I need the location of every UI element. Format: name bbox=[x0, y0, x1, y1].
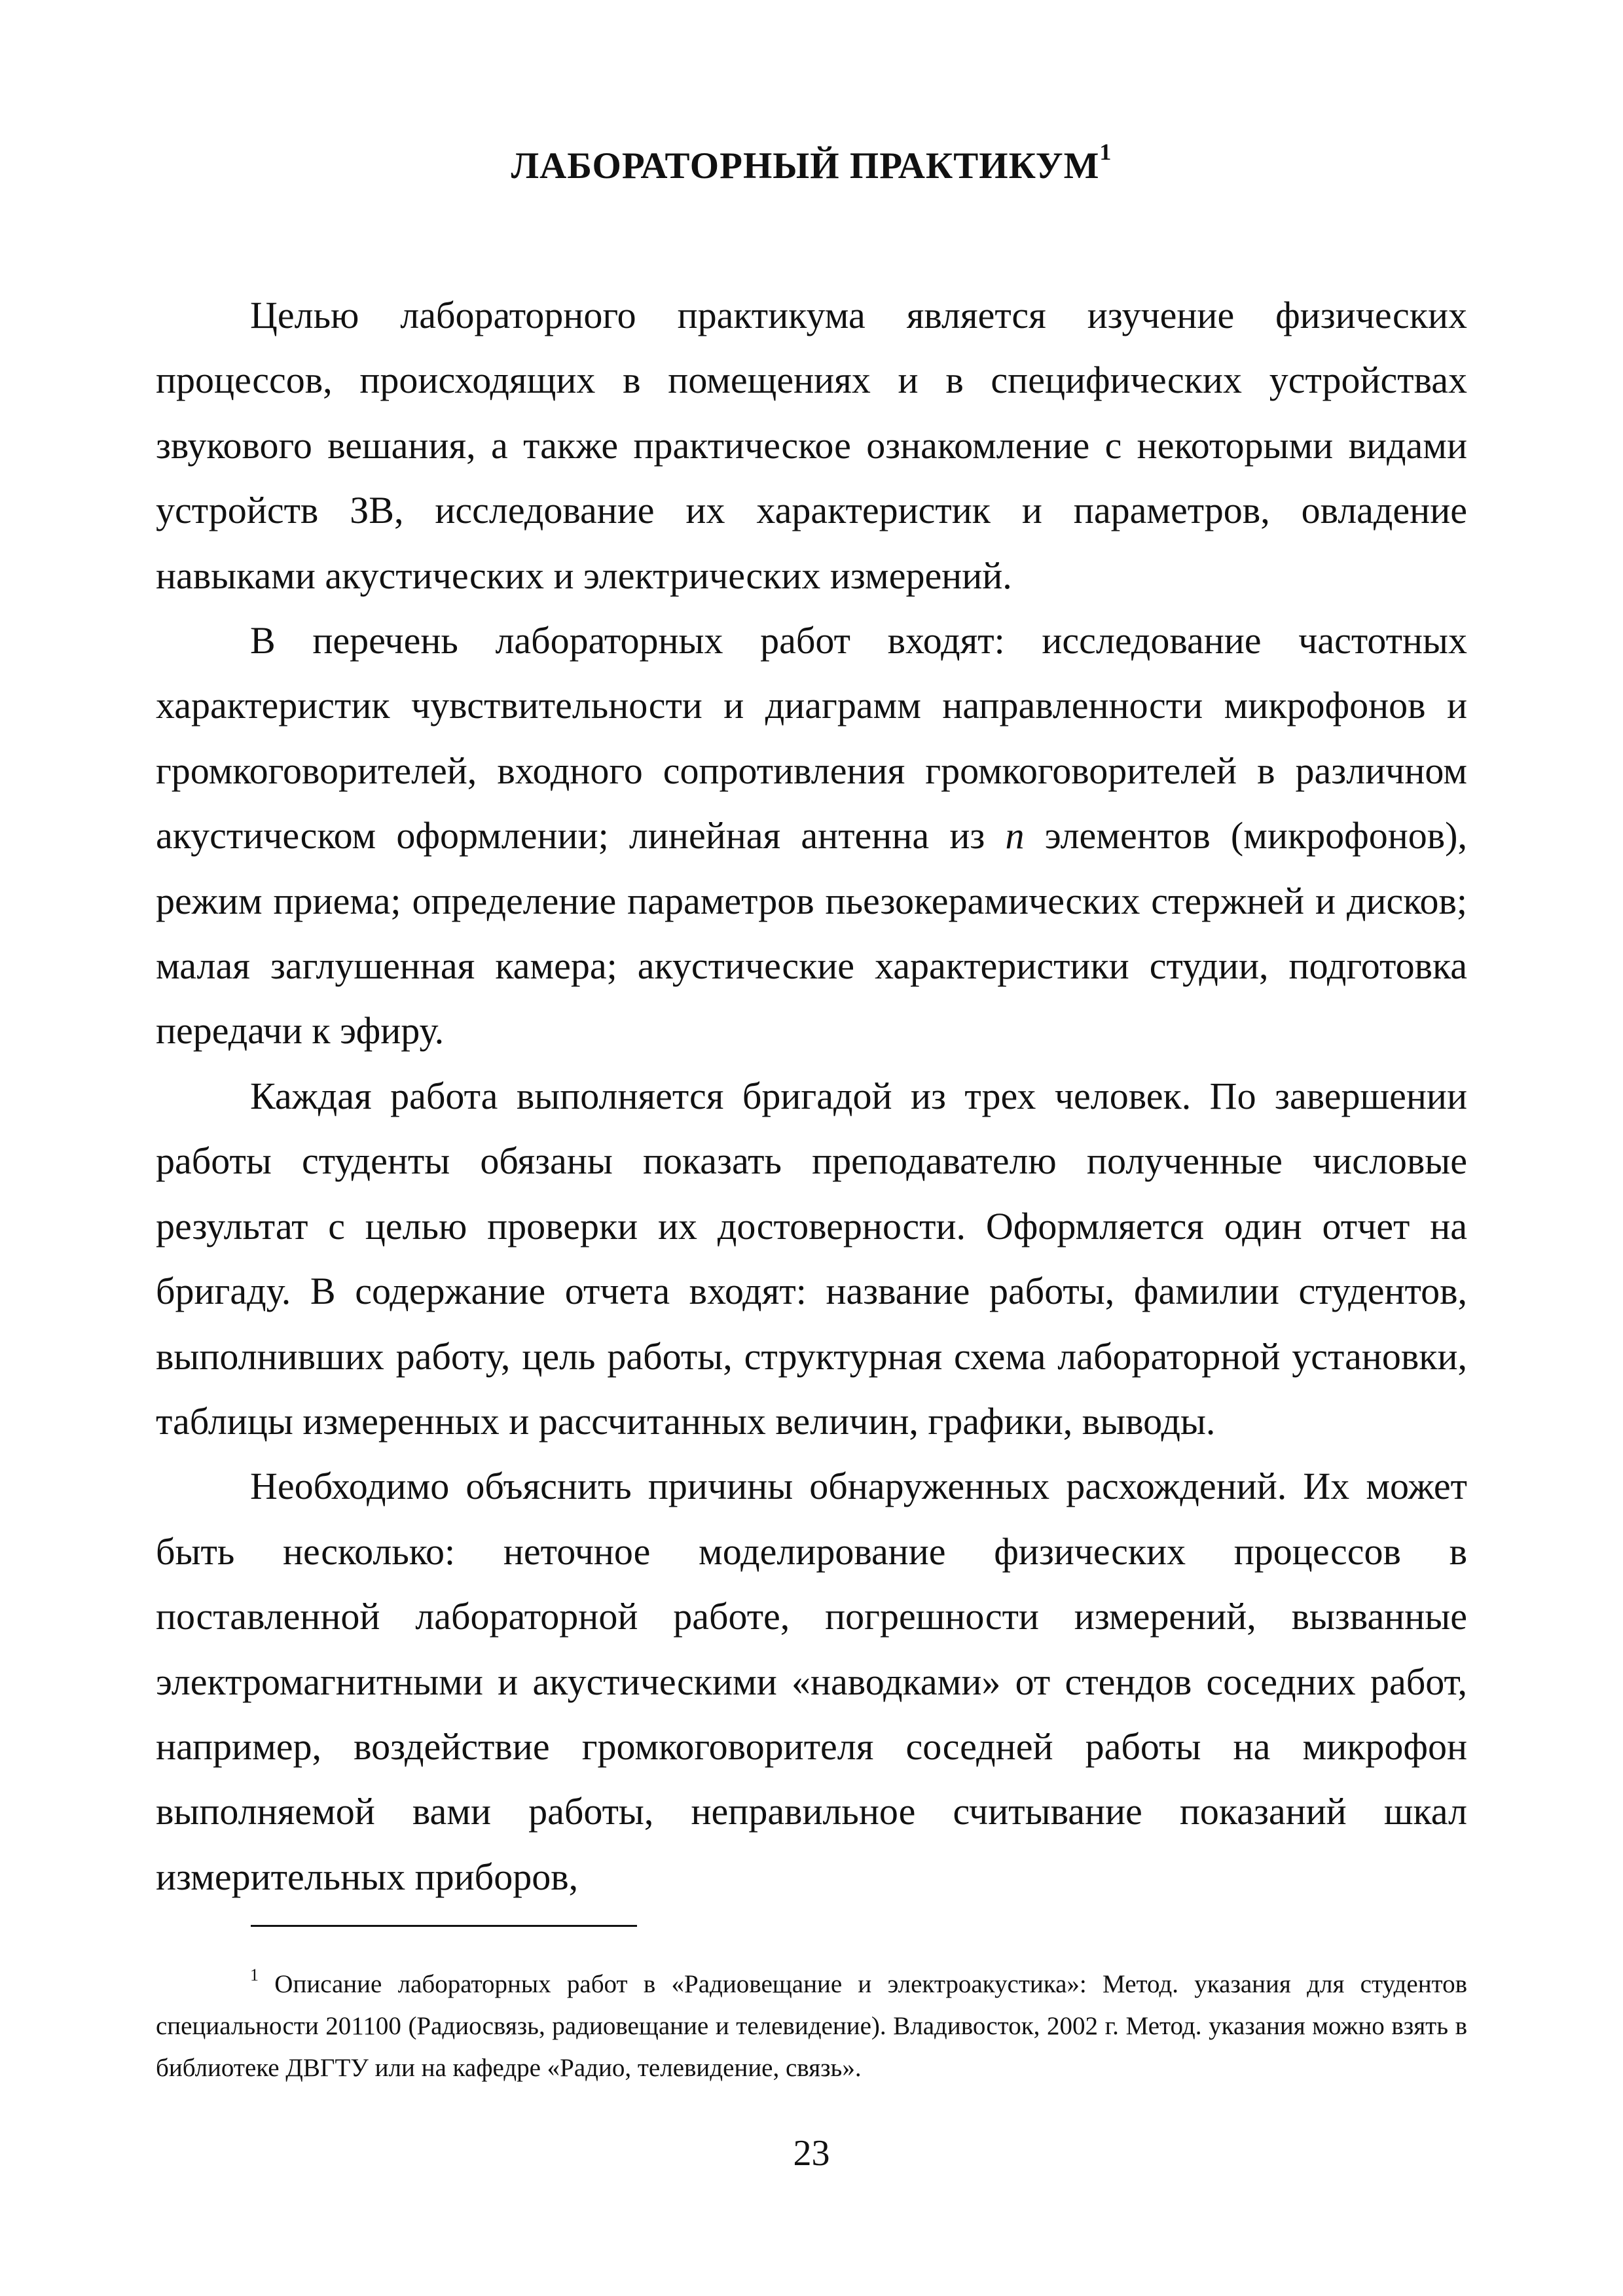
page-title bbox=[0, 139, 1623, 187]
paragraph-team-report: Каждая работа выполняется бригадой из трех человек. По завершении работы студенты обязаны показать преподавателю полученные числовые результат с целью проверки их достоверности. Оформляется один отчет на бригаду. В содержание отчета входят: название работы, фамилии студентов, выполнивших работу, цель работы, структурная схема лабораторной установки, таблицы измеренных и рассчитанных величин, графики, выводы. bbox=[156, 1074, 1467, 1443]
paragraph-lab-list bbox=[156, 608, 1467, 1064]
paragraph-lab-list-part-1: В перечень лабораторных работ входят: исследование частотных характеристик чувствительности и диаграмм направленности микрофонов и громкоговорителей, входного сопротивления громкоговорителей в различном акустическом оформлении; линейная антенна из bbox=[156, 619, 1467, 857]
paragraph-lab-list-part-2: элементов (микрофонов), режим приема; определение параметров пьезокерамических стержней и дисков; малая заглушенная камера; акустические характеристики студии, подготовка передачи к эфиру. bbox=[156, 814, 1467, 1052]
footnote-text: Описание лабораторных работ в «Радиовещание и электроакустика»: Метод. указания для студентов специальности 201100 (Радиосвязь, радиовещание и телевидение). Владивосток, 2002 г. Метод. указания можно взять в библиотеке ДВГТУ или на кафедре «Радио, телевидение, связь». bbox=[156, 1970, 1468, 2082]
title-footnote-mark: 1 bbox=[1099, 139, 1112, 165]
paragraph-goal: Целью лабораторного практикума является изучение физических процессов, происходящих в помещениях и в специфических устройствах звукового вешания, а также практическое ознакомление с некоторыми видами устройств ЗВ, исследование их характеристик и параметров, овладение навыками акустических и электрических измерений. bbox=[156, 294, 1467, 597]
footnote-separator bbox=[251, 1925, 637, 1927]
footnote-mark: 1 bbox=[250, 1965, 259, 1984]
page-number: 23 bbox=[793, 2133, 830, 2174]
footnote bbox=[156, 1957, 1467, 2089]
italic-variable-n: n bbox=[1005, 814, 1025, 857]
page-title-text: ЛАБОРАТОРНЫЙ ПРАКТИКУМ bbox=[511, 145, 1100, 187]
paragraph-discrepancies: Необходимо объяснить причины обнаруженных расхождений. Их может быть несколько: неточное моделирование физических процессов в поставленной лабораторной работе, погрешности измерений, вызванные электромагнитными и акустическими «наводками» от стендов соседних работ, например, воздействие громкоговорителя соседней работы на микрофон выполняемой вами работы, неправильное считывание показаний шкал измерительных приборов, bbox=[156, 1465, 1467, 1898]
body-text bbox=[156, 283, 1467, 1909]
